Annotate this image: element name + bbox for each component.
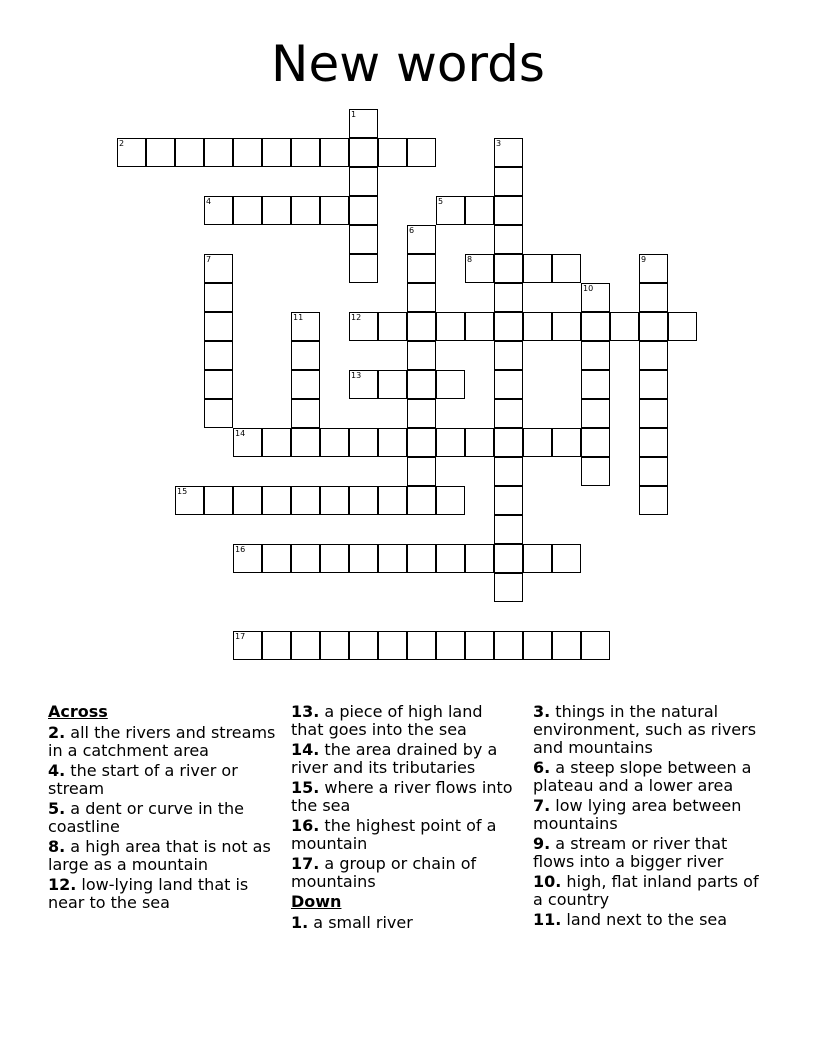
cell-number: 5: [438, 197, 444, 206]
grid-cell[interactable]: [349, 167, 378, 196]
grid-cell[interactable]: [378, 428, 407, 457]
grid-cell[interactable]: [349, 631, 378, 660]
grid-cell[interactable]: [436, 370, 465, 399]
grid-cell[interactable]: [320, 196, 349, 225]
grid-cell[interactable]: [262, 138, 291, 167]
grid-cell[interactable]: [378, 370, 407, 399]
grid-cell[interactable]: [581, 457, 610, 486]
grid-cell[interactable]: [552, 544, 581, 573]
clue-down-11: 11. land next to the sea: [533, 910, 728, 929]
clue-down-1: 1. a small river: [291, 913, 413, 932]
grid-cell[interactable]: [494, 399, 523, 428]
grid-cell[interactable]: [552, 254, 581, 283]
grid-cell[interactable]: [639, 486, 668, 515]
clue-across-16: 16. the highest point of a mountain: [291, 816, 497, 853]
grid-cell[interactable]: [262, 486, 291, 515]
grid-cell[interactable]: [291, 196, 320, 225]
grid-cell[interactable]: [349, 225, 378, 254]
grid-cell[interactable]: [291, 312, 320, 341]
grid-cell[interactable]: [407, 370, 436, 399]
grid-cell[interactable]: [407, 312, 436, 341]
grid-cell[interactable]: [262, 631, 291, 660]
cell-number: 10: [583, 284, 594, 293]
grid-cell[interactable]: [494, 138, 523, 167]
grid-cell[interactable]: [291, 428, 320, 457]
grid-cell[interactable]: [204, 399, 233, 428]
grid-cell[interactable]: [349, 196, 378, 225]
grid-cell[interactable]: [407, 341, 436, 370]
grid-cell[interactable]: [320, 544, 349, 573]
grid-cell[interactable]: [349, 428, 378, 457]
grid-cell[interactable]: [378, 486, 407, 515]
down-heading: Down: [291, 892, 342, 911]
grid-cell[interactable]: [639, 370, 668, 399]
grid-cell[interactable]: [436, 631, 465, 660]
grid-cell[interactable]: [175, 138, 204, 167]
grid-cell[interactable]: [639, 457, 668, 486]
grid-cell[interactable]: [465, 254, 494, 283]
grid-cell[interactable]: [494, 196, 523, 225]
grid-cell[interactable]: [494, 515, 523, 544]
clue-down-10: 10. high, flat inland parts of a country: [533, 872, 759, 909]
grid-cell[interactable]: [349, 109, 378, 138]
grid-cell[interactable]: [523, 254, 552, 283]
grid-cell[interactable]: [320, 138, 349, 167]
grid-cell[interactable]: [320, 631, 349, 660]
grid-cell[interactable]: [233, 196, 262, 225]
grid-cell[interactable]: [436, 312, 465, 341]
cell-number: 12: [351, 313, 362, 322]
grid-cell[interactable]: [581, 312, 610, 341]
grid-cell[interactable]: [291, 486, 320, 515]
page-title: New words: [271, 35, 545, 93]
grid-cell[interactable]: [407, 283, 436, 312]
grid-cell[interactable]: [175, 486, 204, 515]
cell-number: 17: [235, 632, 246, 641]
grid-cell[interactable]: [494, 486, 523, 515]
grid-cell[interactable]: [436, 544, 465, 573]
grid-cell[interactable]: [407, 138, 436, 167]
grid-cell[interactable]: [407, 486, 436, 515]
clue-across-4: 4. the start of a river or stream: [48, 761, 238, 798]
grid-cell[interactable]: [639, 254, 668, 283]
grid-cell[interactable]: [291, 341, 320, 370]
grid-cell[interactable]: [349, 138, 378, 167]
grid-cell[interactable]: [465, 312, 494, 341]
grid-cell[interactable]: [494, 544, 523, 573]
grid-cell[interactable]: [378, 312, 407, 341]
grid-cell[interactable]: [494, 457, 523, 486]
grid-cell[interactable]: [233, 138, 262, 167]
grid-cell[interactable]: [320, 428, 349, 457]
grid-cell[interactable]: [523, 631, 552, 660]
grid-cell[interactable]: [494, 573, 523, 602]
clue-down-7: 7. low lying area between mountains: [533, 796, 742, 833]
clue-across-2: 2. all the rivers and streams in a catchment area: [48, 723, 276, 760]
grid-cell[interactable]: [465, 196, 494, 225]
grid-cell[interactable]: [581, 283, 610, 312]
grid-cell[interactable]: [349, 544, 378, 573]
grid-cell[interactable]: [581, 631, 610, 660]
grid-cell[interactable]: [494, 167, 523, 196]
grid-cell[interactable]: [436, 428, 465, 457]
clues-column-1: [48, 703, 278, 914]
cell-number: 1: [351, 110, 357, 119]
cell-number: 2: [119, 139, 125, 148]
grid-cell[interactable]: [349, 370, 378, 399]
grid-cell[interactable]: [349, 312, 378, 341]
cell-number: 13: [351, 371, 362, 380]
grid-cell[interactable]: [146, 138, 175, 167]
grid-cell[interactable]: [581, 341, 610, 370]
grid-cell[interactable]: [523, 428, 552, 457]
clue-down-9: 9. a stream or river that flows into a bigger river: [533, 834, 728, 871]
cell-number: 15: [177, 487, 188, 496]
clue-across-17: 17. a group or chain of mountains: [291, 854, 477, 891]
grid-cell[interactable]: [436, 196, 465, 225]
grid-cell[interactable]: [291, 370, 320, 399]
grid-cell[interactable]: [465, 544, 494, 573]
grid-cell[interactable]: [494, 428, 523, 457]
grid-cell[interactable]: [639, 428, 668, 457]
grid-cell[interactable]: [581, 370, 610, 399]
grid-cell[interactable]: [610, 312, 639, 341]
grid-cell[interactable]: [407, 254, 436, 283]
clue-across-8: 8. a high area that is not as large as a mountain: [48, 837, 271, 874]
cell-number: 3: [496, 139, 502, 148]
grid-cell[interactable]: [581, 399, 610, 428]
grid-cell[interactable]: [349, 486, 378, 515]
grid-cell[interactable]: [291, 631, 320, 660]
cell-number: 7: [206, 255, 212, 264]
clue-down-6: 6. a steep slope between a plateau and a lower area: [533, 758, 752, 795]
cell-number: 11: [293, 313, 304, 322]
grid-cell[interactable]: [204, 254, 233, 283]
grid-cell[interactable]: [494, 312, 523, 341]
grid-cell[interactable]: [233, 631, 262, 660]
grid-cell[interactable]: [639, 283, 668, 312]
grid-cell[interactable]: [639, 312, 668, 341]
grid-cell[interactable]: [233, 428, 262, 457]
grid-cell[interactable]: [204, 341, 233, 370]
grid-cell[interactable]: [378, 138, 407, 167]
grid-cell[interactable]: [552, 428, 581, 457]
grid-cell[interactable]: [494, 341, 523, 370]
grid-cell[interactable]: [494, 631, 523, 660]
cell-number: 6: [409, 226, 415, 235]
grid-cell[interactable]: [320, 486, 349, 515]
grid-cell[interactable]: [465, 428, 494, 457]
grid-cell[interactable]: [407, 457, 436, 486]
grid-cell[interactable]: [465, 631, 494, 660]
clue-across-14: 14. the area drained by a river and its tributaries: [291, 740, 498, 777]
grid-cell[interactable]: [349, 254, 378, 283]
clue-across-13: 13. a piece of high land that goes into the sea: [291, 702, 483, 739]
grid-cell[interactable]: [581, 428, 610, 457]
clue-down-3: 3. things in the natural environment, such as rivers and mountains: [533, 702, 757, 757]
grid-cell[interactable]: [291, 544, 320, 573]
grid-cell[interactable]: [407, 428, 436, 457]
cell-number: 16: [235, 545, 246, 554]
grid-cell[interactable]: [204, 312, 233, 341]
grid-cell[interactable]: [378, 631, 407, 660]
clue-across-5: 5. a dent or curve in the coastline: [48, 799, 244, 836]
cell-number: 8: [467, 255, 473, 264]
grid-cell[interactable]: [204, 370, 233, 399]
grid-cell[interactable]: [552, 312, 581, 341]
grid-cell[interactable]: [233, 544, 262, 573]
grid-cell[interactable]: [291, 138, 320, 167]
clues-column-3: [533, 703, 768, 931]
grid-cell[interactable]: [204, 138, 233, 167]
grid-cell[interactable]: [552, 631, 581, 660]
cell-number: 14: [235, 429, 246, 438]
clue-across-12: 12. low-lying land that is near to the sea: [48, 875, 249, 912]
grid-cell[interactable]: [262, 428, 291, 457]
grid-cell[interactable]: [639, 399, 668, 428]
cell-number: 9: [641, 255, 647, 264]
grid-cell[interactable]: [523, 312, 552, 341]
grid-cell[interactable]: [494, 370, 523, 399]
grid-cell[interactable]: [407, 631, 436, 660]
grid-cell[interactable]: [523, 544, 552, 573]
grid-cell[interactable]: [639, 341, 668, 370]
clue-across-15: 15. where a river flows into the sea: [291, 778, 513, 815]
grid-cell[interactable]: [117, 138, 146, 167]
grid-cell[interactable]: [407, 225, 436, 254]
grid-cell[interactable]: [233, 486, 262, 515]
grid-cell[interactable]: [494, 254, 523, 283]
grid-cell[interactable]: [668, 312, 697, 341]
grid-cell[interactable]: [378, 544, 407, 573]
grid-cell[interactable]: [204, 196, 233, 225]
cell-number: 4: [206, 197, 212, 206]
clues-column-2: [291, 703, 516, 934]
grid-cell[interactable]: [291, 399, 320, 428]
grid-cell[interactable]: [407, 399, 436, 428]
grid-cell[interactable]: [204, 283, 233, 312]
grid-cell[interactable]: [494, 283, 523, 312]
grid-cell[interactable]: [494, 225, 523, 254]
grid-cell[interactable]: [204, 486, 233, 515]
grid-cell[interactable]: [407, 544, 436, 573]
grid-cell[interactable]: [436, 486, 465, 515]
grid-cell[interactable]: [262, 544, 291, 573]
across-heading: Across: [48, 702, 108, 721]
grid-cell[interactable]: [262, 196, 291, 225]
